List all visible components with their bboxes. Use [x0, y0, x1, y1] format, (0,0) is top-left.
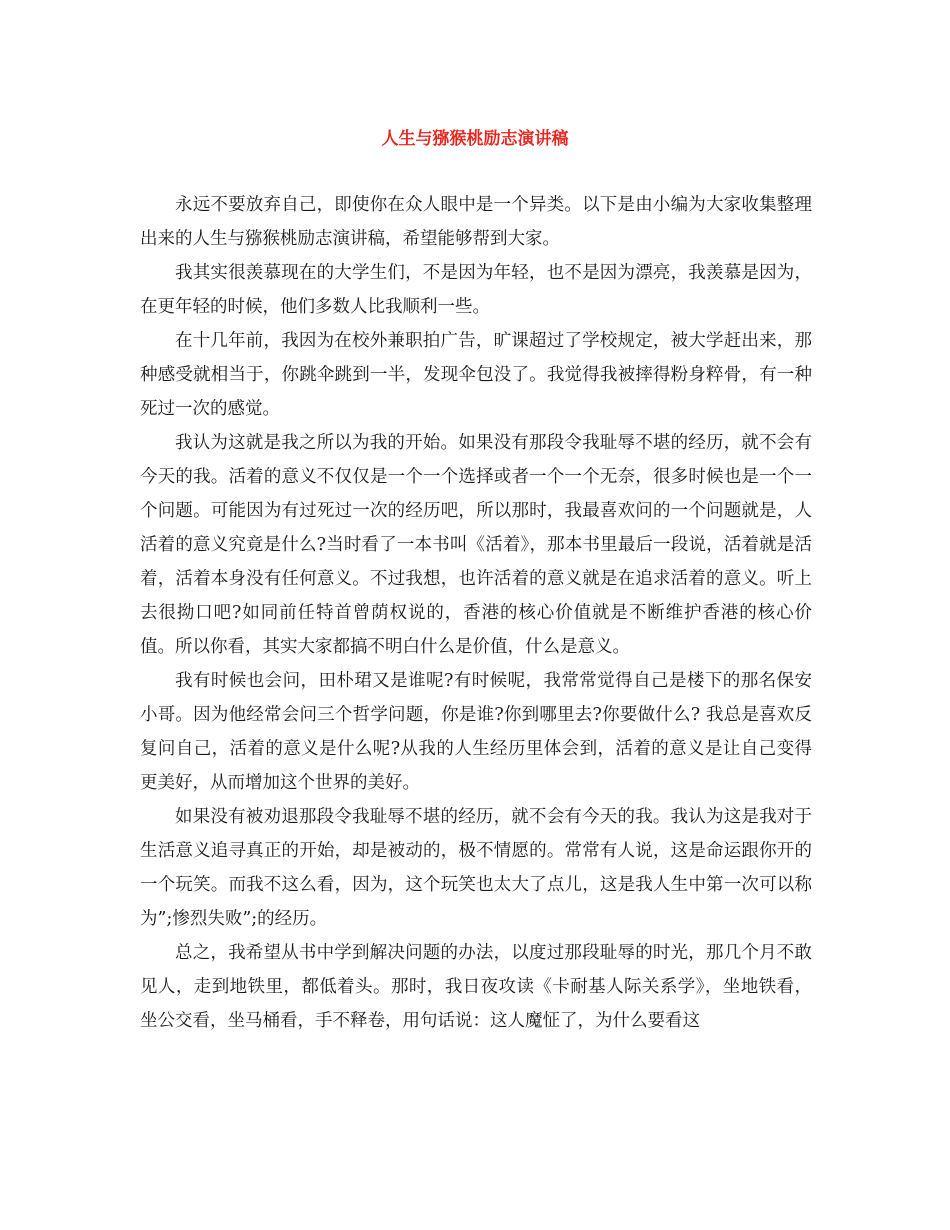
paragraph: 在十几年前，我因为在校外兼职拍广告，旷课超过了学校规定，被大学赶出来，那种感受就相当于，你跳伞跳到一半，发现伞包没了。我觉得我被摔得粉身粹骨，有一种死过一次的感觉。	[140, 331, 812, 419]
paragraph: 我认为这就是我之所以为我的开始。如果没有那段令我耻辱不堪的经历，就不会有今天的我。活着的意义不仅仅是一个一个选择或者一个一个无奈，很多时候也是一个一个问题。可能因为有过死过一次的经历吧，所以那时，我最喜欢问的一个问题就是，人活着的意义究竟是什么?当时看了一本书叫《活着》，那本书里最后一段说，活着就是活着，活着本身没有任何意义。不过我想，也许活着的意义就是在追求活着的意义。听上去很拗口吧?如同前任特首曾荫权说的，香港的核心价值就是不断维护香港的核心价值。所以你看，其实大家都搞不明白什么是价值，什么是意义。	[140, 433, 812, 657]
document-body	[140, 188, 812, 1038]
paragraph: 我有时候也会问，田朴珺又是谁呢?有时候呢，我常常觉得自己是楼下的那名保安小哥。因为他经常会问三个哲学问题，你是谁?你到哪里去?你要做什么? 我总是喜欢反复问自己，活着的意义是什么呢?从我的人生经历里体会到，活着的意义是让自己变得更美好，从而增加这个世界的美好。	[140, 671, 812, 793]
document-title: 人生与猕猴桃励志演讲稿	[381, 129, 569, 149]
paragraph: 我其实很羡慕现在的大学生们，不是因为年轻，也不是因为漂亮，我羡慕是因为，在更年轻的时候，他们多数人比我顺利一些。	[140, 263, 812, 317]
paragraph: 总之，我希望从书中学到解决问题的办法，以度过那段耻辱的时光，那几个月不敢见人，走到地铁里，都低着头。那时，我日夜攻读《卡耐基人际关系学》，坐地铁看，坐公交看，坐马桶看，手不释卷，用句话说：这人魔怔了，为什么要看这	[140, 943, 812, 1031]
paragraph: 永远不要放弃自己，即使你在众人眼中是一个异类。以下是由小编为大家收集整理出来的人生与猕猴桃励志演讲稿，希望能够帮到大家。	[140, 195, 812, 249]
paragraph: 如果没有被劝退那段令我耻辱不堪的经历，就不会有今天的我。我认为这是我对于生活意义追寻真正的开始，却是被动的，极不情愿的。常常有人说，这是命运跟你开的一个玩笑。而我不这么看，因为，这个玩笑也太大了点儿，这是我人生中第一次可以称为”;惨烈失败”;的经历。	[140, 807, 812, 929]
